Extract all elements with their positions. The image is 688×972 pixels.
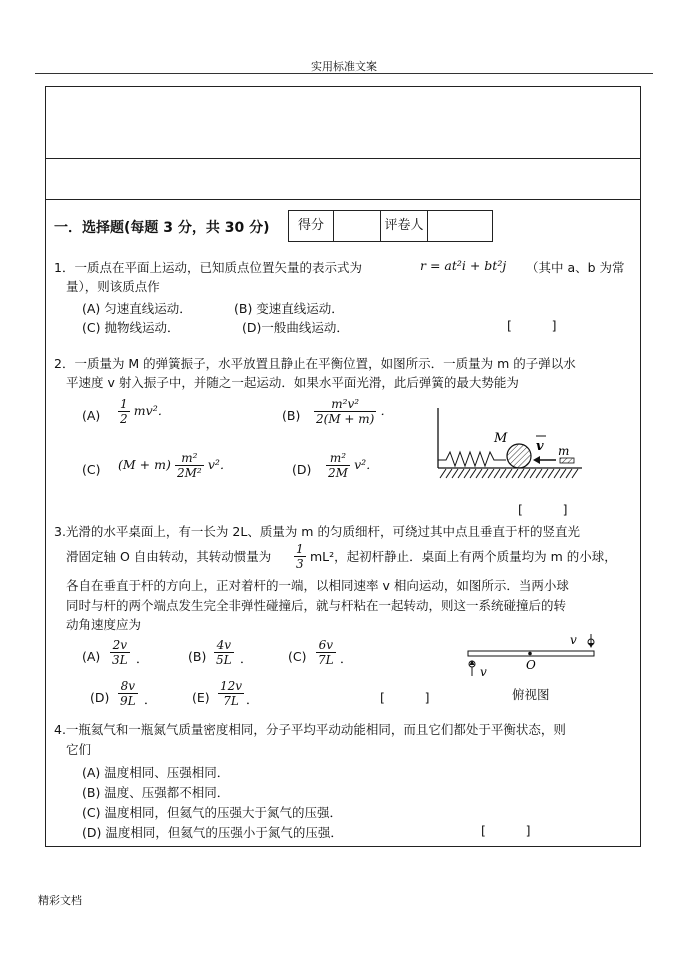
q1-option-b[interactable]: (B) 变速直线运动． (234, 301, 344, 316)
q2-label-m: m (558, 444, 570, 458)
q4-line1: 4.一瓶氦气和一瓶氮气质量密度相同，分子平均平动动能相同，而且它们都处于平衡状态，则 (54, 722, 566, 737)
q2-option-b-label[interactable]: (B) (282, 408, 301, 423)
q3-option-d-frac[interactable]: $\frac{8v}{9L}$ (120, 679, 136, 708)
q2-bullet (560, 458, 574, 463)
score-table (288, 210, 493, 242)
q1-option-a[interactable]: (A) 匀速直线运动． (82, 301, 192, 316)
q3-line5: 动角速度应为 (66, 617, 142, 632)
q3-option-c-frac[interactable]: $\frac{6v}{7L}$ (318, 638, 334, 667)
q1-line1 (54, 259, 362, 277)
q4-answer-bracket[interactable]: [ ] (481, 823, 531, 838)
q3-option-b-dot: ． (240, 651, 253, 666)
q3-answer-bracket[interactable]: [ ] (380, 690, 430, 705)
q4-option-c[interactable]: (C) 温度相同，但氦气的压强大于氮气的压强． (82, 805, 342, 820)
q2-mass-ball (507, 444, 531, 468)
score-label: 得分 (289, 211, 334, 241)
q3-option-a-frac[interactable]: $\frac{2v}{3L}$ (112, 638, 128, 667)
q3-option-c-dot: ． (340, 651, 353, 666)
q3-arrowhead-right (589, 643, 594, 648)
q2-option-c-label[interactable]: (C) (82, 462, 101, 477)
q2-option-d-label[interactable]: (D) (292, 462, 312, 477)
q2-spring-figure (432, 406, 592, 486)
q2-label-v: v (536, 439, 544, 454)
q2-option-c-expr[interactable]: (M + m) $\frac{\text{m²}}{\text{2M²}}$ v²． (118, 451, 233, 480)
q2-option-a-expr[interactable]: $\frac{1}{2}$ mv²． (120, 397, 171, 426)
q3-option-e-label[interactable]: (E) (192, 690, 210, 705)
q1-line1-end: （其中 a、b 为常 (526, 260, 625, 275)
q3-line1: 3.光滑的水平桌面上，有一长为 2L、质量为 m 的匀质细杆，可绕过其中点且垂直于杆的竖直光 (54, 524, 580, 539)
q1-text: 1．一质点在平面上运动，已知质点位置矢量的表示式为 (54, 260, 362, 275)
grader-label: 评卷人 (381, 211, 428, 241)
q2-option-d-expr[interactable]: $\frac{\text{m²}}{2M}$ v²． (328, 451, 379, 480)
q3-line3: 各自在垂直于杆的方向上，正对着杆的一端，以相同速率 v 相向运动，如图所示．当两小球 (66, 578, 569, 593)
q2-line2: 平速度 v 射入振子中，并随之一起运动．如果水平面光滑，此后弹簧的最大势能为 (66, 375, 519, 390)
q3-label-v-left: v (480, 665, 487, 679)
q3-line2b: mL²，起初杆静止．桌面上有两个质量均为 m 的小球， (310, 549, 617, 564)
q1-formula: r = at²i + bt²j (420, 258, 507, 273)
q2-answer-bracket[interactable]: [ ] (518, 502, 568, 517)
q3-line4: 同时与杆的两个端点发生完全非弹性碰撞后，就与杆粘在一起转动，则这一系统碰撞后的转 (66, 598, 567, 613)
q2-arrowhead (533, 456, 540, 464)
q4-line2: 它们 (66, 742, 92, 757)
q3-option-b-label[interactable]: (B) (188, 649, 207, 664)
q3-option-a-label[interactable]: (A) (82, 649, 101, 664)
q1-answer-bracket[interactable]: [ ] (507, 318, 557, 333)
q2-floor-hatch (440, 469, 578, 478)
q2-option-a-frac: $\frac{1}{2}$ (120, 397, 128, 426)
q2-option-b-expr[interactable]: $\frac{\text{m²v²}}{2(M + m)}$ ． (316, 397, 394, 426)
q3-option-c-label[interactable]: (C) (288, 649, 307, 664)
q4-option-d[interactable]: (D) 温度相同，但氦气的压强小于氮气的压强． (82, 825, 343, 840)
q2-option-c-frac: $\frac{\text{m²}}{\text{2M²}}$ (176, 451, 202, 480)
page-header: 实用标准文案 (311, 60, 377, 73)
q1-option-c[interactable]: (C) 抛物线运动． (82, 320, 180, 335)
q3-option-a-dot: ． (136, 651, 149, 666)
q3-option-d-dot: ． (144, 692, 157, 707)
q3-axis-point (528, 652, 532, 656)
q1-option-d[interactable]: (D)一般曲线运动． (242, 320, 349, 335)
header-divider (35, 73, 653, 74)
q3-option-d-label[interactable]: (D) (90, 690, 110, 705)
frame-divider-2 (46, 199, 640, 200)
q1-line2: 量），则该质点作 (66, 279, 160, 294)
section-title: 一．选择题(每题 3 分，共 30 分) (54, 220, 270, 236)
q2-label-M: M (494, 431, 508, 446)
q3-label-O: O (526, 658, 536, 672)
page-footer: 精彩文档 (38, 894, 82, 907)
q2-option-d-frac: $\frac{\text{m²}}{2M}$ (328, 451, 348, 480)
q2-spring (438, 452, 506, 466)
q2-option-b-frac: $\frac{\text{m²v²}}{2(M + m)}$ (316, 397, 375, 426)
q2-option-a-label[interactable]: (A) (82, 408, 101, 423)
q3-rod-figure (460, 632, 600, 684)
q2-line1: 2．一质量为 M 的弹簧振子，水平放置且静止在平衡位置，如图所示．一质量为 m 的子弹以水 (54, 356, 576, 371)
q3-line2a: 滑固定轴 O 自由转动，其转动惯量为 (66, 549, 272, 564)
q3-option-b-frac[interactable]: $\frac{4v}{5L}$ (216, 638, 232, 667)
q3-arrowhead-left (470, 660, 475, 665)
q3-option-e-dot: ． (246, 692, 259, 707)
q4-option-a[interactable]: (A) 温度相同、压强相同． (82, 765, 230, 780)
q3-option-e-frac[interactable]: $\frac{12v}{7L}$ (220, 679, 243, 708)
frame-divider-1 (46, 158, 640, 159)
q3-label-v-right: v (570, 633, 577, 647)
score-cell[interactable] (334, 211, 381, 241)
q3-figure-caption: 俯视图 (512, 687, 550, 702)
q4-option-b[interactable]: (B) 温度、压强都不相同． (82, 785, 230, 800)
grader-cell[interactable] (428, 211, 492, 241)
q3-inertia-frac: $\frac{1}{3}$ (296, 542, 304, 571)
